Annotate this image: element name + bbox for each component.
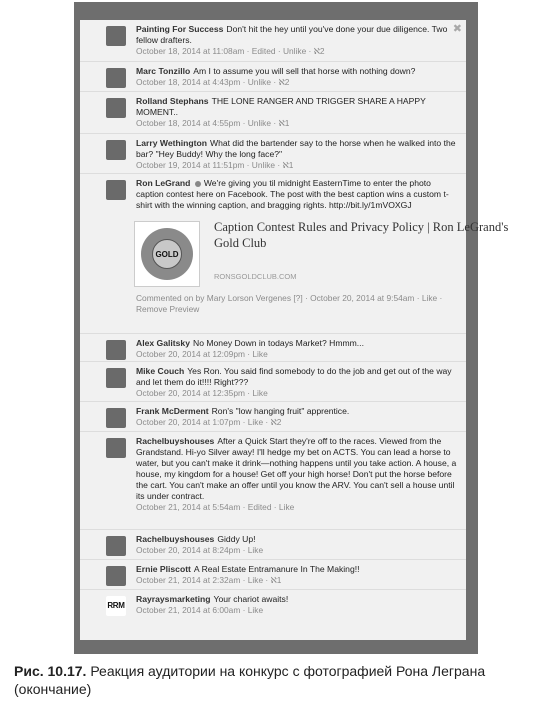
comment-text: A Real Estate Entramanure In The Making!!: [193, 564, 360, 574]
comment-author[interactable]: Ernie Pliscott: [136, 564, 191, 574]
screenshot-frame: [74, 2, 509, 654]
comment-author[interactable]: Frank McDerment: [136, 406, 209, 416]
comment: [80, 334, 466, 362]
comment-meta[interactable]: October 18, 2014 at 11:08am · Edited · Unlike · ℵ2: [136, 46, 325, 56]
comment-author[interactable]: Painting For Success: [136, 24, 224, 34]
comment: [80, 362, 466, 402]
comment-meta[interactable]: October 20, 2014 at 8:24pm · Like: [136, 545, 264, 555]
figure-label: Рис. 10.17.: [14, 663, 87, 679]
avatar[interactable]: [106, 408, 126, 428]
comment: [80, 560, 466, 590]
comment: [80, 402, 466, 432]
comment-author[interactable]: Rachelbuyshouses: [136, 534, 215, 544]
comment-author[interactable]: Larry Wethington: [136, 138, 207, 148]
verified-icon: [195, 181, 201, 187]
avatar[interactable]: [106, 536, 126, 556]
preview-thumbnail[interactable]: [134, 221, 200, 287]
avatar[interactable]: [106, 438, 126, 458]
comment-text: What did the bartender say to the horse when he walked into the bar? "Hey Buddy! Why the long face?": [136, 138, 456, 159]
comment-meta[interactable]: Commented on by Mary Lorson Vergenes [?] · October 20, 2014 at 9:54am · Like · Remove Preview: [136, 293, 443, 314]
gold-club-seal-icon: [141, 228, 193, 280]
comment-author[interactable]: Marc Tonzillo: [136, 66, 191, 76]
comment-text: After a Quick Start they're off to the races. Viewed from the Grandstand. Hi-yo Silver away! I'll hedge my bet on ACTS. You can lead a horse to water, but you can't make it drink—nothing happens until you take action. A house, a house, my kingdom for a house! Get off your high horse! Don't put the horse before the cart. You can't make an offer until you know the ARV. You can't sell a house until its under contract.: [136, 436, 457, 501]
seal-text: GOLD: [155, 250, 179, 259]
comment-text: Giddy Up!: [217, 534, 256, 544]
avatar[interactable]: [106, 98, 126, 118]
comment-author[interactable]: Alex Galitsky: [136, 338, 190, 348]
comment-author[interactable]: Rolland Stephans: [136, 96, 209, 106]
comment-text: We're giving you til midnight EasternTime to enter the photo caption contest here on Facebook. The post with the best caption wins a custom t-shirt with the winning caption, and bragging rights. http://bit.ly/1mVOXGJ: [136, 178, 449, 210]
comment-meta[interactable]: October 18, 2014 at 4:43pm · Unlike · ℵ2: [136, 77, 290, 87]
comment-meta[interactable]: October 20, 2014 at 12:09pm · Like: [136, 349, 268, 359]
avatar[interactable]: [106, 368, 126, 388]
comment-author[interactable]: Mike Couch: [136, 366, 185, 376]
comment-text: Ron's "low hanging fruit" apprentice.: [211, 406, 350, 416]
figure-caption: [14, 662, 554, 698]
comment-meta[interactable]: October 19, 2014 at 11:51pm · Unlike · ℵ1: [136, 160, 294, 170]
comment-text: Don't hit the hey until you've done your due diligence. Two fellow drafters.: [136, 24, 448, 45]
avatar[interactable]: [106, 180, 126, 200]
comment-meta[interactable]: October 21, 2014 at 6:00am · Like: [136, 605, 264, 615]
close-icon[interactable]: ✖: [452, 23, 462, 35]
comment-meta[interactable]: October 20, 2014 at 12:35pm · Like: [136, 388, 268, 398]
figure-caption-text: Реакция аудитории на конкурс с фотографией Рона Леграна (окончание): [14, 663, 486, 697]
comment-text: Yes Ron. You said find somebody to do the job and get out of the way and let them do it!!!! Right???: [136, 366, 452, 387]
comment: [80, 174, 509, 334]
comment-author[interactable]: Rachelbuyshouses: [136, 436, 215, 446]
comment: [80, 530, 466, 560]
comment-text: Your chariot awaits!: [213, 594, 289, 604]
comment-meta[interactable]: October 21, 2014 at 5:54am · Edited · Like: [136, 502, 295, 512]
preview-domain: RONSGOLDCLUB.COM: [214, 272, 297, 281]
comment-text: Am I to assume you will sell that horse with nothing down?: [193, 66, 416, 76]
avatar[interactable]: [106, 140, 126, 160]
comment-text: THE LONE RANGER AND TRIGGER SHARE A HAPPY MOMENT..: [136, 96, 426, 117]
link-preview[interactable]: [136, 219, 509, 285]
comment-author[interactable]: Ron LeGrand: [136, 178, 191, 188]
avatar[interactable]: [106, 68, 126, 88]
avatar[interactable]: [106, 566, 126, 586]
avatar[interactable]: [106, 340, 126, 360]
comment: [80, 62, 466, 92]
avatar[interactable]: [106, 26, 126, 46]
comment-meta[interactable]: October 20, 2014 at 1:07pm · Like · ℵ2: [136, 417, 282, 427]
comment: [80, 432, 466, 530]
comment-meta[interactable]: October 21, 2014 at 2:32am · Like · ℵ1: [136, 575, 282, 585]
preview-title[interactable]: Caption Contest Rules and Privacy Policy | Ron LeGrand's Gold Club: [214, 220, 509, 250]
comment: [80, 134, 466, 174]
comments-panel: [80, 20, 509, 640]
comment: [80, 92, 466, 134]
comment-meta[interactable]: October 18, 2014 at 4:55pm · Unlike · ℵ1: [136, 118, 290, 128]
comment: [80, 590, 466, 620]
rrm-logo-avatar[interactable]: RRM: [106, 596, 126, 616]
comment: [80, 20, 466, 62]
comment-author[interactable]: Rayraysmarketing: [136, 594, 211, 604]
comment-text: No Money Down in todays Market? Hmmm...: [192, 338, 364, 348]
